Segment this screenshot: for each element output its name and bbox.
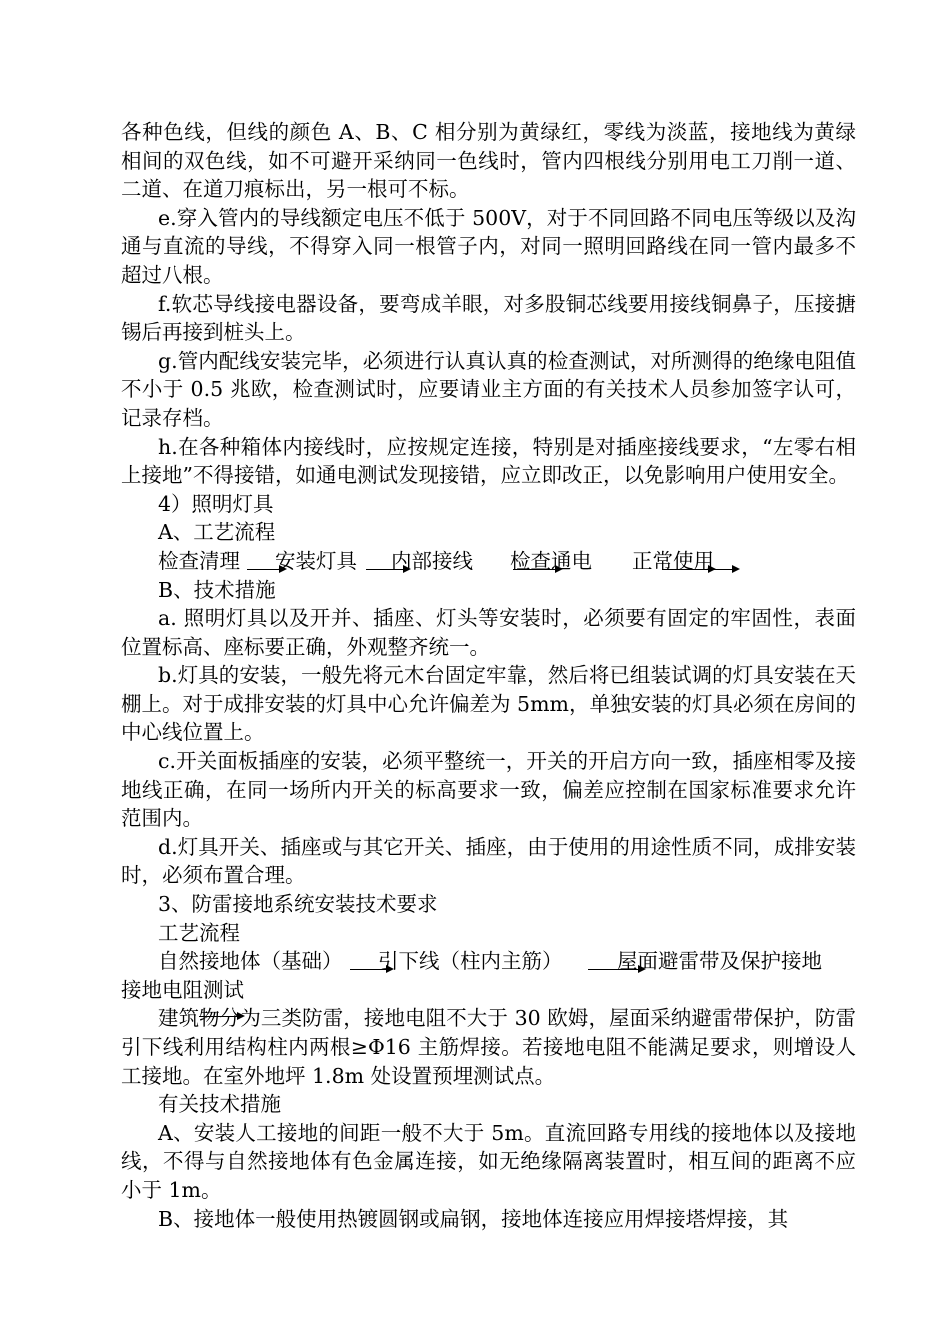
paragraph-h: h.在各种箱体内接线时，应按规定连接，特别是对插座接线要求，“左零右相上接地”不得接错，如通电测试发现接错，应立即改正，以免影响用户使用安全。 <box>121 434 856 488</box>
paragraph-e: e.穿入管内的导线额定电压不低于 500V，对于不同回路不同电压等级以及沟通与直流的导线，不得穿入同一根管子内，对同一照明回路线在同一管内最多不超过八根。 <box>121 205 856 287</box>
flow-step-internal-wiring: 内部接线 <box>391 548 473 573</box>
flow-step-normal-use: 正常使用 <box>632 548 714 573</box>
flow-step-roof-lightning-belt: 屋面避雷带及保护接地 <box>617 949 822 974</box>
paragraph-lighting-c: c.开关面板插座的安装，必须平整统一，开关的开启方向一致，插座相零及接地线正确，在同一场所内开关的标高要求一致，偏差应控制在国家标准要求允许范围内。 <box>121 749 856 831</box>
flow-step-down-conductor: 引下线（柱内主筋） <box>378 949 563 974</box>
flow-step-resistance-test: 接地电阻测试 <box>121 977 244 1002</box>
flow-step-inspect-clean: 检查清理 <box>158 548 240 573</box>
heading-process-flow-a: A、工艺流程 <box>158 520 276 545</box>
heading-lighting: 4）照明灯具 <box>158 491 274 516</box>
paragraph-lighting-d: d.灯具开关、插座或与其它开关、插座，由于使用的用途性质不同，成排安装时，必须布置合理。 <box>121 834 856 888</box>
paragraph-lighting-a: a. 照明灯具以及开并、插座、灯头等安装时，必须要有固定的牢固性，表面位置标高、座标要正确，外观整齐统一。 <box>121 606 856 659</box>
paragraph-measure-a: A、安装人工接地的间距一般不大于 5m。直流回路专用线的接地体以及接地线，不得与自然接地体有色金属连接，如无绝缘隔离装置时，相互间的距离不应小于 1m。 <box>121 1120 856 1202</box>
paragraph-wire-colors: 各种色线，但线的颜色 A、B、C 相分别为黄绿红，零线为淡蓝，接地线为黄绿相间的双色线，如不可避开采纳同一色线时，管内四根线分别用电工刀削一道、二道、在道刀痕标出，另一根可不标。 <box>121 120 856 202</box>
flow-step-install-fixture: 安装灯具 <box>275 548 357 573</box>
paragraph-g: g.管内配线安装完毕，必须进行认真认真的检查测试，对所测得的绝缘电阻值不小于 0.5 兆欧，检查测试时，应要请业主方面的有关技术人员参加签字认可，记录存档。 <box>121 348 856 430</box>
document-body <box>121 118 856 1233</box>
flow-arrow-icon <box>199 1016 243 1017</box>
paragraph-lightning-description: 建筑物分为三类防雷，接地电阻不大于 30 欧姆，屋面采纳避雷带保护，防雷引下线利用结构柱内两根≥Φ16 主筋焊接。若接地电阻不能满足要求，则增设人工接地。在室外地坪 1.8m 处设置预埋测试点。 <box>121 1006 856 1088</box>
paragraph-f: f.软芯导线接电器设备，要弯成羊眼，对多股铜芯线要用接线铜鼻子，压接搪锡后再接到桩头上。 <box>121 291 856 345</box>
heading-related-measures: 有关技术措施 <box>158 1092 281 1117</box>
heading-process-flow: 工艺流程 <box>158 920 240 945</box>
flow-step-natural-earth: 自然接地体（基础） <box>158 949 343 974</box>
lightning-process-flow <box>121 947 856 976</box>
paragraph-lighting-b: b.灯具的安装，一般先将元木台固定牢靠，然后将已组装试调的灯具安装在天棚上。对于成排安装的灯具中心允许偏差为 5mm，单独安装的灯具必须在房间的中心线位置上。 <box>121 663 856 745</box>
paragraph-measure-b: B、接地体一般使用热镀圆钢或扁钢，接地体连接应用焊接塔焊接，其 <box>158 1206 789 1231</box>
lightning-process-flow-cont <box>121 976 856 1005</box>
heading-tech-measures-b: B、技术措施 <box>158 577 276 602</box>
flow-arrow-icon <box>694 569 738 570</box>
lighting-process-flow <box>121 547 856 576</box>
heading-lightning-protection: 3、防雷接地系统安装技术要求 <box>158 892 438 917</box>
flow-step-power-test: 检查通电 <box>510 548 592 573</box>
